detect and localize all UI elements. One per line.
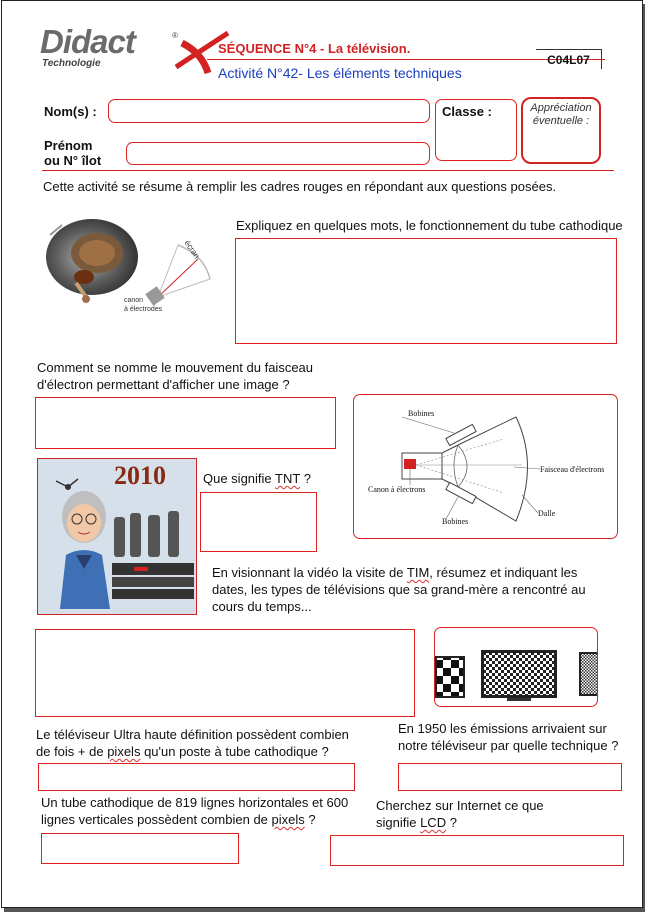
question-5-line-1: Le téléviseur Ultra haute définition possèdent combien: [36, 727, 349, 742]
class-label: Classe :: [442, 104, 492, 119]
question-6-line-1: En 1950 les émissions arrivaient sur: [398, 721, 607, 736]
question-6: [398, 720, 618, 754]
question-4: [212, 564, 586, 615]
crt-schematic: [112, 235, 222, 319]
name-label: Nom(s) :: [44, 104, 97, 119]
identity-red-line: [42, 170, 614, 171]
logo-registered: ®: [172, 31, 178, 40]
answer-7-field[interactable]: [41, 833, 239, 864]
firstname-label-1: Prénom: [44, 138, 93, 153]
logo-subtitle: Technologie: [42, 58, 101, 69]
crt-screen-label: écran: [182, 238, 202, 261]
question-5: [36, 726, 349, 760]
question-7-line-1: Un tube cathodique de 819 lignes horizontales et 600: [41, 795, 349, 810]
question-7: [41, 794, 348, 828]
answer-2-field[interactable]: [35, 397, 336, 449]
question-4-line-1: [212, 564, 586, 581]
question-7-term: pixels: [271, 812, 305, 827]
appreciation-label: Appréciation éventuelle :: [530, 102, 592, 127]
answer-8-field[interactable]: [330, 835, 624, 866]
answer-1-field[interactable]: [235, 238, 617, 344]
document-code-text: C04L07: [547, 53, 590, 67]
question-8-term: LCD: [420, 815, 447, 830]
answer-6-field[interactable]: [398, 763, 622, 791]
class-field[interactable]: [435, 99, 517, 161]
question-1: Expliquez en quelques mots, le fonctionnement du tube cathodique: [236, 218, 623, 233]
crt-gun-label-2: à électrodes: [124, 306, 163, 313]
question-4-line-3: cours du temps...: [212, 599, 312, 614]
answer-3-field[interactable]: [200, 492, 317, 552]
firstname-label-2: ou N° îlot: [44, 153, 102, 168]
tv-images-box: [434, 627, 598, 707]
question-4-term: TIM: [406, 565, 430, 580]
worksheet-page: [1, 0, 643, 908]
activity-title: Activité N°42- Les éléments techniques: [218, 65, 462, 81]
question-3-prefix: Que signifie: [203, 471, 276, 486]
crt-gun-label-1: canon: [124, 297, 144, 304]
question-8-prefix: signifie: [376, 815, 421, 830]
question-8-line-1: Cherchez sur Internet ce que: [376, 798, 544, 813]
question-2-line-1: Comment se nomme le mouvement du faisceau: [37, 360, 314, 375]
poster-illustration: [38, 459, 197, 615]
question-4-suffix: , résumez et indiquant les: [429, 565, 578, 580]
question-3-suffix: ?: [300, 471, 311, 486]
document-code: [536, 49, 602, 69]
question-3-term: TNT: [275, 471, 301, 486]
sequence-title: SÉQUENCE N°4 - La télévision.: [218, 41, 411, 56]
name-field[interactable]: [108, 99, 430, 123]
tube-label-bobines-top: Bobines: [408, 409, 435, 418]
tube-label-beam: Faisceau d'électrons: [540, 465, 605, 474]
answer-4-field[interactable]: [35, 629, 415, 717]
question-5-suffix: qu'un poste à tube cathodique ?: [140, 744, 329, 759]
question-7-line-2: [41, 811, 348, 828]
question-4-line-2: dates, les types de télévisions que sa grand-mère a rencontré au: [212, 582, 586, 597]
intro-text: Cette activité se résume à remplir les cadres rouges en répondant aux questions posées.: [43, 179, 557, 194]
tube-diagram: [353, 394, 618, 539]
question-4-prefix: En visionnant la vidéo la visite de: [212, 565, 407, 580]
question-8-line-2: [376, 814, 544, 831]
question-5-prefix: de fois + de: [36, 744, 108, 759]
question-6-line-2: notre téléviseur par quelle technique ?: [398, 738, 619, 753]
appreciation-box[interactable]: [521, 97, 601, 164]
tube-label-screen: Dalle: [538, 509, 556, 518]
firstname-field[interactable]: [126, 142, 430, 165]
question-7-prefix: lignes verticales possèdent combien de: [41, 812, 272, 827]
question-8-suffix: ?: [446, 815, 457, 830]
question-8: [376, 797, 544, 831]
question-5-term: pixels: [107, 744, 141, 759]
question-5-line-2: [36, 743, 349, 760]
tube-label-bobines-bottom: Bobines: [442, 517, 469, 526]
question-2-line-2: d'électron permettant d'afficher une image ?: [37, 377, 290, 392]
poster-year: 2010: [114, 461, 166, 490]
question-7-suffix: ?: [304, 812, 316, 827]
tv-images-drawing: [435, 628, 598, 707]
logo-word: Didact: [40, 23, 135, 60]
didactx-logo: [40, 23, 230, 78]
answer-5-field[interactable]: [38, 763, 355, 791]
tube-label-gun: Canon à électrons: [368, 485, 426, 494]
grandmother-poster: [37, 458, 197, 615]
question-3: [203, 470, 311, 487]
